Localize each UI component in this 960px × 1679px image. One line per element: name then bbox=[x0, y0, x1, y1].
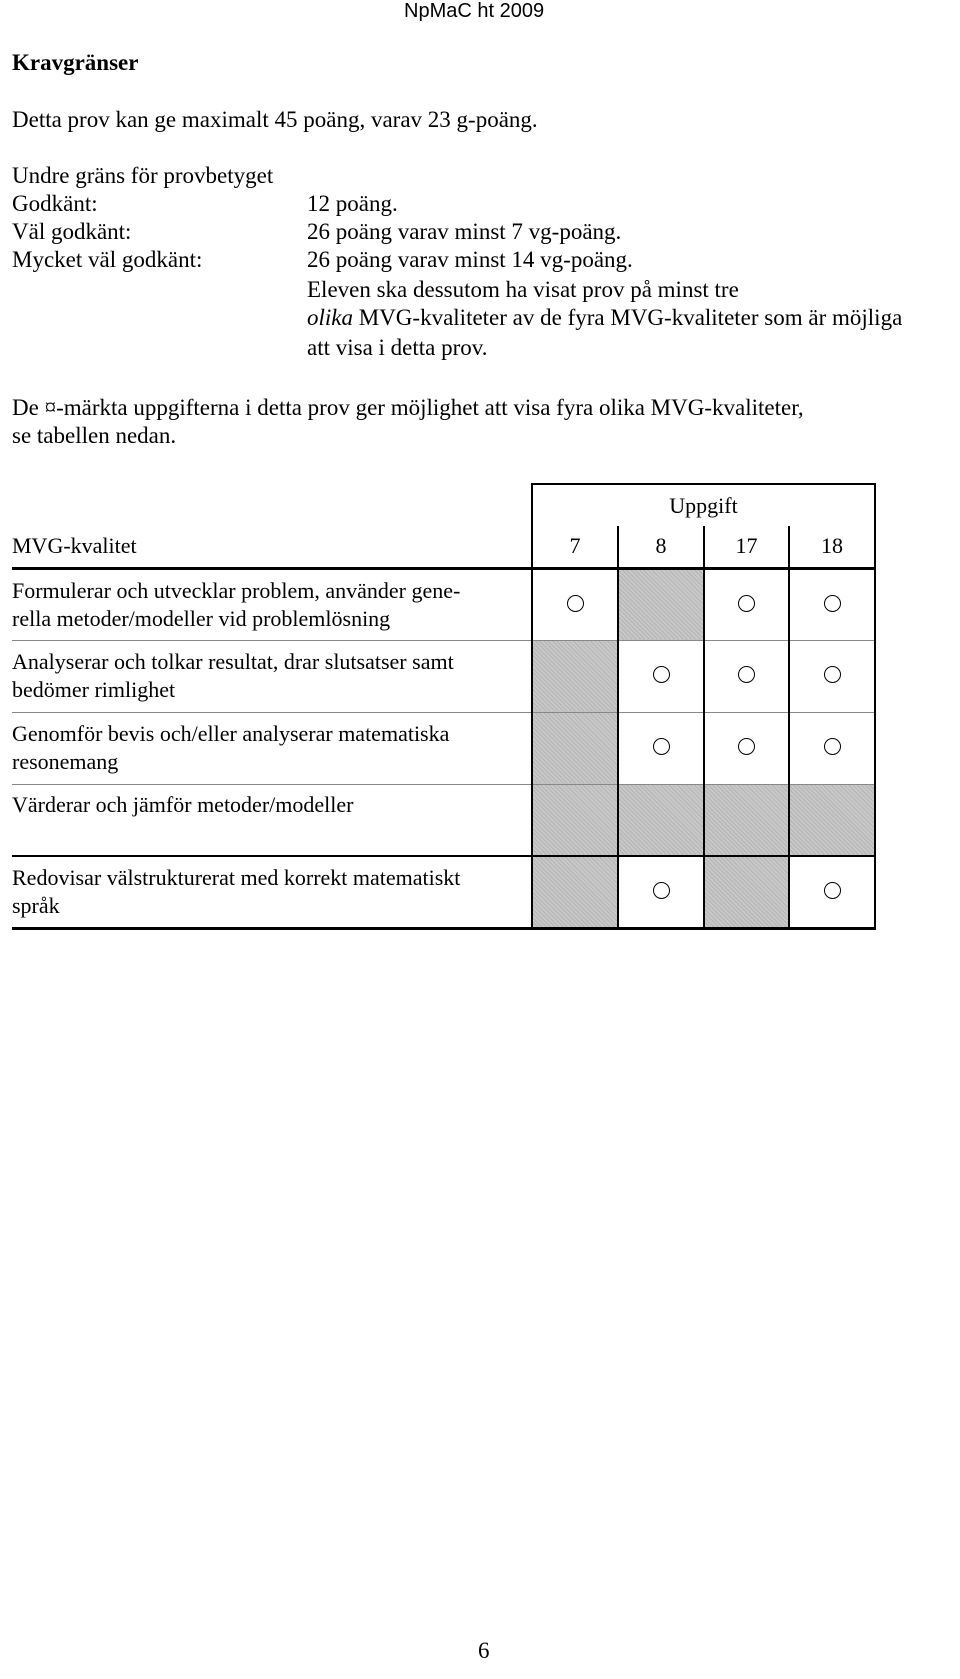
criterion-line2: rella metoder/modeller vid problemlösning bbox=[12, 605, 391, 631]
circle-cell bbox=[618, 640, 704, 712]
document-header: NpMaC ht 2009 bbox=[404, 0, 545, 22]
circle-cell bbox=[618, 856, 704, 928]
section-title: Kravgränser bbox=[12, 50, 139, 75]
shaded-cell bbox=[532, 712, 618, 784]
table-row bbox=[12, 640, 875, 712]
criterion-cell bbox=[12, 856, 532, 928]
grade-limits-heading: Undre gräns för provbetyget bbox=[12, 163, 274, 188]
mvg-extra-line1: Eleven ska dessutom ha visat prov på minst tre bbox=[307, 277, 739, 302]
mvg-extra-line3: att visa i detta prov. bbox=[307, 335, 488, 360]
page-number: 6 bbox=[478, 1638, 490, 1663]
mvg-extra-line2 bbox=[307, 304, 902, 332]
table-row bbox=[12, 712, 875, 784]
shaded-cell bbox=[618, 784, 704, 856]
criterion-line2: språk bbox=[12, 892, 60, 918]
circle-cell bbox=[789, 856, 875, 928]
shaded-cell bbox=[789, 784, 875, 856]
circle-cell bbox=[704, 640, 789, 712]
circle-icon bbox=[653, 738, 670, 755]
criterion-cell bbox=[12, 640, 532, 712]
table-row bbox=[12, 568, 875, 640]
shaded-cell bbox=[532, 856, 618, 928]
circle-icon bbox=[653, 882, 670, 899]
table-row bbox=[12, 784, 875, 856]
criterion-cell bbox=[12, 712, 532, 784]
shaded-cell bbox=[532, 640, 618, 712]
circle-cell bbox=[704, 568, 789, 640]
criterion-cell bbox=[12, 568, 532, 640]
max-points-text: Detta prov kan ge maximalt 45 poäng, varav 23 g-poäng. bbox=[12, 107, 538, 132]
circle-cell bbox=[789, 568, 875, 640]
grade-value-g: 12 poäng. bbox=[307, 191, 398, 216]
column-header-18: 18 bbox=[789, 526, 875, 568]
circle-cell bbox=[618, 712, 704, 784]
criterion-line1: Genomför bevis och/eller analyserar matematiska bbox=[12, 721, 450, 746]
circle-cell bbox=[789, 712, 875, 784]
circle-icon bbox=[738, 666, 755, 683]
grade-label-mvg: Mycket väl godkänt: bbox=[12, 247, 203, 272]
grade-value-mvg: 26 poäng varav minst 14 vg-poäng. bbox=[307, 247, 633, 272]
criterion-line1: Värderar och jämför metoder/modeller bbox=[12, 791, 354, 817]
circle-cell bbox=[704, 712, 789, 784]
grade-value-vg: 26 poäng varav minst 7 vg-poäng. bbox=[307, 219, 622, 244]
note-line1: De ¤-märkta uppgifterna i detta prov ger möjlighet att visa fyra olika MVG-kvaliteter, bbox=[12, 395, 804, 420]
mvg-kvalitet-header: MVG-kvalitet bbox=[12, 526, 532, 568]
criterion-line1: Analyserar och tolkar resultat, drar slutsatser samt bbox=[12, 649, 454, 674]
mvg-extra-italic: olika bbox=[307, 305, 353, 330]
circle-icon bbox=[738, 595, 755, 612]
circle-cell bbox=[532, 568, 618, 640]
criterion-line1: Formulerar och utvecklar problem, använder gene- bbox=[12, 577, 461, 603]
shaded-cell bbox=[532, 784, 618, 856]
table-row bbox=[12, 856, 875, 928]
shaded-cell bbox=[704, 856, 789, 928]
criterion-line2: resonemang bbox=[12, 749, 119, 774]
circle-icon bbox=[653, 666, 670, 683]
mvg-quality-table bbox=[12, 483, 876, 930]
shaded-cell bbox=[704, 784, 789, 856]
column-header-8: 8 bbox=[618, 526, 704, 568]
shaded-cell bbox=[618, 568, 704, 640]
grade-label-vg: Väl godkänt: bbox=[12, 219, 132, 244]
circle-icon bbox=[824, 666, 841, 683]
circle-icon bbox=[824, 595, 841, 612]
criterion-line1: Redovisar välstrukturerat med korrekt matematiskt bbox=[12, 864, 461, 890]
note-line2: se tabellen nedan. bbox=[12, 423, 177, 448]
uppgift-header: Uppgift bbox=[532, 484, 875, 526]
grade-label-g: Godkänt: bbox=[12, 191, 98, 216]
column-header-7: 7 bbox=[532, 526, 618, 568]
criterion-line2: bedömer rimlighet bbox=[12, 677, 176, 702]
mvg-extra-line2-rest: MVG-kvaliteter av de fyra MVG-kvaliteter som är möjliga bbox=[353, 305, 903, 330]
circle-icon bbox=[738, 738, 755, 755]
circle-icon bbox=[567, 595, 584, 612]
circle-icon bbox=[824, 882, 841, 899]
circle-icon bbox=[824, 738, 841, 755]
circle-cell bbox=[789, 640, 875, 712]
criterion-cell bbox=[12, 784, 532, 856]
column-header-17: 17 bbox=[704, 526, 789, 568]
